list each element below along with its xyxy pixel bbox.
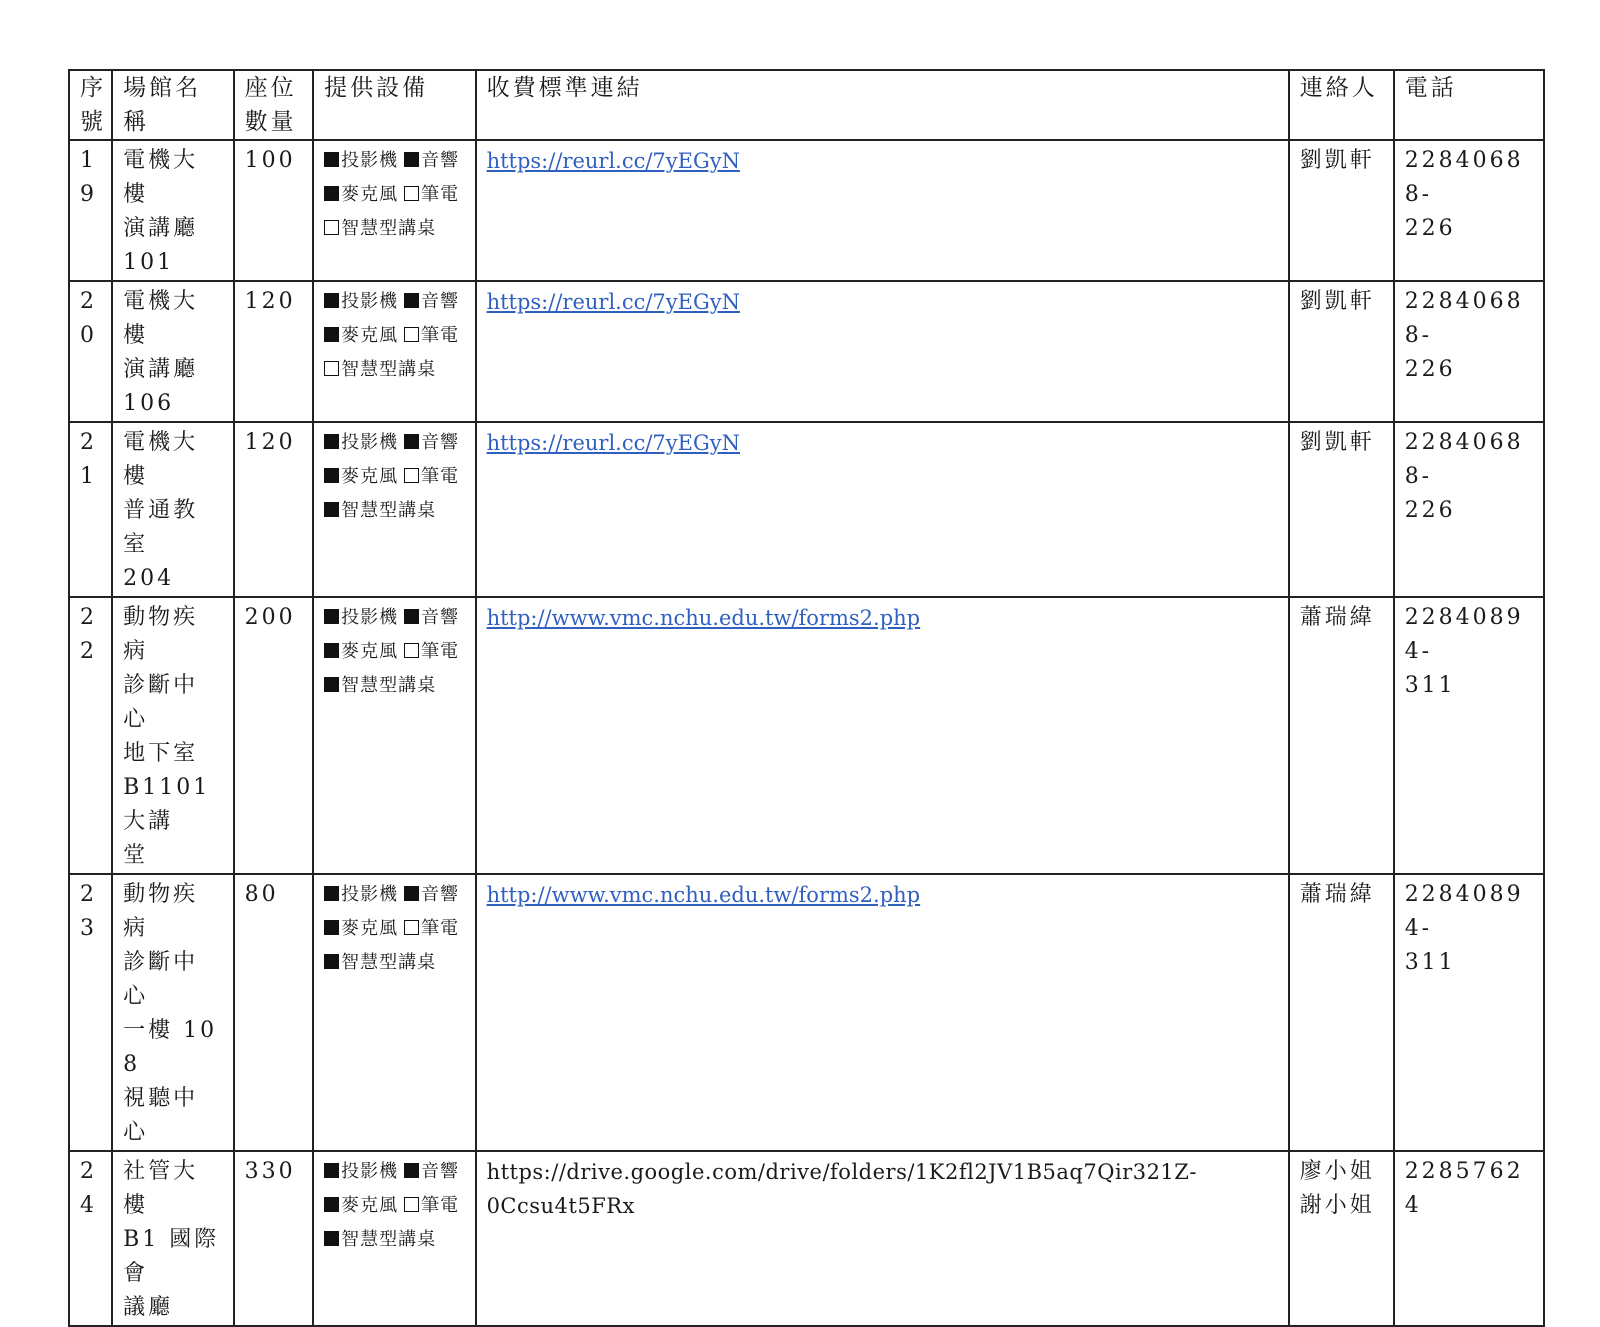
equipment-line [324, 178, 464, 212]
table-row [69, 140, 1544, 281]
unchecked-box-icon [404, 468, 419, 483]
equipment-item [404, 635, 459, 669]
cell-seq: 24 [69, 1151, 112, 1326]
checked-box-icon [324, 886, 339, 901]
equipment-item [404, 912, 459, 946]
venue-name-line: 視聽中心 [123, 1086, 199, 1145]
cell-venue-name [112, 281, 234, 422]
checked-box-icon [404, 293, 419, 308]
checked-box-icon [324, 609, 339, 624]
checked-box-icon [324, 1231, 339, 1246]
equipment-label: 筆電 [421, 918, 460, 939]
phone-number-line: 226 [1404, 498, 1456, 523]
equipment-item [324, 178, 398, 212]
cell-seq: 22 [69, 597, 112, 874]
equipment-label: 智慧型講桌 [341, 500, 437, 521]
cell-fee-link [476, 422, 1289, 597]
equipment-label: 投影機 [341, 291, 399, 312]
equipment-label: 麥克風 [341, 325, 399, 346]
phone-number-line: 22857624 [1404, 1159, 1524, 1218]
venue-name-line: 動物疾病 [123, 605, 199, 664]
unchecked-box-icon [404, 643, 419, 658]
equipment-line [324, 319, 464, 353]
equipment-item [324, 669, 436, 703]
equipment-item [324, 1189, 398, 1223]
equipment-item [404, 144, 459, 178]
phone-number-line: 311 [1404, 950, 1456, 975]
phone-number-line: 311 [1404, 673, 1456, 698]
header-fee-link: 收費標準連結 [476, 70, 1289, 140]
equipment-line [324, 946, 464, 980]
equipment-item [324, 946, 436, 980]
fee-standard-link[interactable]: https://reurl.cc/7yEGyN [486, 290, 740, 314]
cell-venue-name [112, 1151, 234, 1326]
equipment-item [324, 144, 398, 178]
equipment-line [324, 912, 464, 946]
equipment-item [324, 912, 398, 946]
checked-box-icon [404, 609, 419, 624]
table-row [69, 597, 1544, 874]
checked-box-icon [324, 152, 339, 167]
header-seats [234, 70, 314, 140]
checked-box-icon [324, 434, 339, 449]
equipment-item [324, 601, 398, 635]
equipment-item [404, 1155, 459, 1189]
equipment-item [324, 353, 436, 387]
equipment-line [324, 460, 464, 494]
equipment-line [324, 144, 464, 178]
cell-contact [1289, 1151, 1394, 1326]
cell-seq: 21 [69, 422, 112, 597]
equipment-line [324, 1223, 464, 1257]
header-contact: 連絡人 [1289, 70, 1394, 140]
contact-name: 廖小姐 [1299, 1159, 1375, 1184]
cell-fee-link [476, 1151, 1289, 1326]
cell-seats: 80 [234, 874, 314, 1151]
cell-phone [1394, 874, 1544, 1151]
checked-box-icon [324, 186, 339, 201]
header-seq-line: 號 [80, 109, 106, 135]
equipment-label: 智慧型講桌 [341, 952, 437, 973]
venue-name-line: 演講廳 [123, 216, 199, 241]
equipment-label: 音響 [421, 607, 460, 628]
checked-box-icon [404, 434, 419, 449]
cell-seq: 23 [69, 874, 112, 1151]
equipment-item [324, 319, 398, 353]
checked-box-icon [324, 502, 339, 517]
cell-phone [1394, 1151, 1544, 1326]
venue-name-line: 議廳 [123, 1295, 174, 1320]
checked-box-icon [324, 1163, 339, 1178]
table-row [69, 281, 1544, 422]
phone-number-line: 226 [1404, 357, 1456, 382]
fee-standard-link-text: 0Ccsu4t5FRx [486, 1194, 635, 1218]
contact-name: 劉凱軒 [1299, 430, 1375, 455]
equipment-label: 音響 [421, 291, 460, 312]
checked-box-icon [324, 468, 339, 483]
venue-name-line: 106 [123, 391, 175, 416]
unchecked-box-icon [324, 220, 339, 235]
fee-standard-link[interactable]: https://reurl.cc/7yEGyN [486, 149, 740, 173]
cell-fee-link [476, 140, 1289, 281]
cell-contact [1289, 597, 1394, 874]
equipment-item [324, 212, 436, 246]
equipment-label: 筆電 [421, 184, 460, 205]
equipment-line [324, 601, 464, 635]
venue-name-line: 社管大樓 [123, 1159, 199, 1218]
venue-name-line: 電機大樓 [123, 430, 199, 489]
equipment-label: 音響 [421, 150, 460, 171]
equipment-item [404, 319, 459, 353]
header-equipment: 提供設備 [313, 70, 475, 140]
equipment-line [324, 494, 464, 528]
cell-fee-link [476, 597, 1289, 874]
equipment-item [324, 460, 398, 494]
equipment-item [404, 601, 459, 635]
header-name: 場館名稱 [112, 70, 234, 140]
equipment-label: 投影機 [341, 150, 399, 171]
unchecked-box-icon [404, 327, 419, 342]
equipment-label: 麥克風 [341, 918, 399, 939]
cell-equipment [313, 422, 475, 597]
fee-standard-link-text: https://drive.google.com/drive/folders/1K2fl2JV1B5aq7Qir321Z- [486, 1160, 1197, 1184]
venue-name-line: 地下室 [123, 741, 199, 766]
contact-name: 劉凱軒 [1299, 148, 1375, 173]
cell-venue-name [112, 140, 234, 281]
cell-seats: 120 [234, 422, 314, 597]
contact-name: 蕭瑞緯 [1299, 882, 1375, 907]
venue-name-line: 一樓 108 [123, 1018, 218, 1077]
venue-name-line: 堂 [123, 843, 149, 868]
equipment-item [404, 460, 459, 494]
cell-phone [1394, 597, 1544, 874]
equipment-line [324, 285, 464, 319]
venue-name-line: 演講廳 [123, 357, 199, 382]
table-row [69, 874, 1544, 1151]
equipment-label: 智慧型講桌 [341, 1229, 437, 1250]
table-body [69, 140, 1544, 1326]
checked-box-icon [324, 677, 339, 692]
checked-box-icon [404, 1163, 419, 1178]
fee-standard-link[interactable]: https://reurl.cc/7yEGyN [486, 431, 740, 455]
table-row [69, 1151, 1544, 1326]
checked-box-icon [404, 152, 419, 167]
equipment-line [324, 353, 464, 387]
equipment-label: 投影機 [341, 884, 399, 905]
header-seats-line: 座位 [244, 75, 297, 101]
equipment-label: 麥克風 [341, 1195, 399, 1216]
equipment-label: 音響 [421, 1161, 460, 1182]
checked-box-icon [324, 954, 339, 969]
equipment-label: 麥克風 [341, 466, 399, 487]
venue-name-line: B1 國際會 [123, 1227, 220, 1286]
cell-contact [1289, 140, 1394, 281]
cell-equipment [313, 1151, 475, 1326]
equipment-label: 投影機 [341, 432, 399, 453]
cell-seq: 20 [69, 281, 112, 422]
phone-number-line: 22840688- [1404, 148, 1524, 207]
equipment-label: 智慧型講桌 [341, 218, 437, 239]
equipment-label: 筆電 [421, 466, 460, 487]
unchecked-box-icon [404, 1197, 419, 1212]
equipment-item [324, 285, 398, 319]
equipment-item [324, 1155, 398, 1189]
unchecked-box-icon [404, 186, 419, 201]
checked-box-icon [324, 1197, 339, 1212]
equipment-item [404, 1189, 459, 1223]
equipment-item [404, 285, 459, 319]
table-header-row [69, 70, 1544, 140]
equipment-label: 麥克風 [341, 641, 399, 662]
equipment-line [324, 426, 464, 460]
equipment-label: 音響 [421, 884, 460, 905]
phone-number-line: 22840894- [1404, 605, 1524, 664]
venue-name-line: 診斷中心 [123, 950, 199, 1009]
equipment-label: 筆電 [421, 325, 460, 346]
phone-number-line: 226 [1404, 216, 1456, 241]
cell-phone [1394, 281, 1544, 422]
cell-seats: 200 [234, 597, 314, 874]
cell-venue-name [112, 597, 234, 874]
equipment-line [324, 212, 464, 246]
cell-fee-link [476, 874, 1289, 1151]
equipment-line [324, 669, 464, 703]
equipment-item [404, 426, 459, 460]
venue-name-line: 204 [123, 566, 175, 591]
equipment-label: 智慧型講桌 [341, 675, 437, 696]
contact-name: 劉凱軒 [1299, 289, 1375, 314]
equipment-item [324, 494, 436, 528]
equipment-line [324, 635, 464, 669]
unchecked-box-icon [404, 920, 419, 935]
cell-phone [1394, 140, 1544, 281]
cell-venue-name [112, 422, 234, 597]
phone-number-line: 22840688- [1404, 289, 1524, 348]
cell-seq: 19 [69, 140, 112, 281]
cell-equipment [313, 140, 475, 281]
cell-equipment [313, 874, 475, 1151]
equipment-label: 投影機 [341, 607, 399, 628]
contact-name: 謝小姐 [1299, 1193, 1375, 1218]
equipment-item [324, 635, 398, 669]
cell-fee-link [476, 281, 1289, 422]
equipment-item [324, 1223, 436, 1257]
header-seq [69, 70, 112, 140]
cell-contact [1289, 874, 1394, 1151]
equipment-label: 筆電 [421, 641, 460, 662]
checked-box-icon [324, 920, 339, 935]
checked-box-icon [324, 643, 339, 658]
header-seq-line: 序 [80, 75, 106, 101]
cell-contact [1289, 281, 1394, 422]
unchecked-box-icon [324, 361, 339, 376]
cell-equipment [313, 597, 475, 874]
venue-name-line: 101 [123, 250, 175, 275]
equipment-label: 筆電 [421, 1195, 460, 1216]
checked-box-icon [404, 886, 419, 901]
cell-venue-name [112, 874, 234, 1151]
venue-name-line: 普通教室 [123, 498, 199, 557]
table-row [69, 422, 1544, 597]
equipment-item [324, 878, 398, 912]
equipment-label: 音響 [421, 432, 460, 453]
phone-number-line: 22840688- [1404, 430, 1524, 489]
equipment-item [324, 426, 398, 460]
equipment-label: 麥克風 [341, 184, 399, 205]
cell-seats: 120 [234, 281, 314, 422]
cell-seats: 330 [234, 1151, 314, 1326]
cell-seats: 100 [234, 140, 314, 281]
checked-box-icon [324, 327, 339, 342]
fee-standard-link[interactable]: http://www.vmc.nchu.edu.tw/forms2.php [486, 883, 921, 907]
checked-box-icon [324, 293, 339, 308]
venue-name-line: B1101 大講 [123, 775, 211, 834]
fee-standard-link[interactable]: http://www.vmc.nchu.edu.tw/forms2.php [486, 606, 921, 630]
cell-equipment [313, 281, 475, 422]
cell-phone [1394, 422, 1544, 597]
equipment-label: 智慧型講桌 [341, 359, 437, 380]
header-phone: 電話 [1394, 70, 1544, 140]
header-seats-line: 數量 [244, 109, 297, 135]
equipment-item [404, 178, 459, 212]
equipment-label: 投影機 [341, 1161, 399, 1182]
equipment-line [324, 1189, 464, 1223]
contact-name: 蕭瑞緯 [1299, 605, 1375, 630]
venue-name-line: 電機大樓 [123, 148, 199, 207]
venue-name-line: 診斷中心 [123, 673, 199, 732]
equipment-item [404, 878, 459, 912]
equipment-line [324, 878, 464, 912]
cell-contact [1289, 422, 1394, 597]
venue-name-line: 電機大樓 [123, 289, 199, 348]
venue-name-line: 動物疾病 [123, 882, 199, 941]
venue-table [68, 69, 1545, 1327]
phone-number-line: 22840894- [1404, 882, 1524, 941]
equipment-line [324, 1155, 464, 1189]
